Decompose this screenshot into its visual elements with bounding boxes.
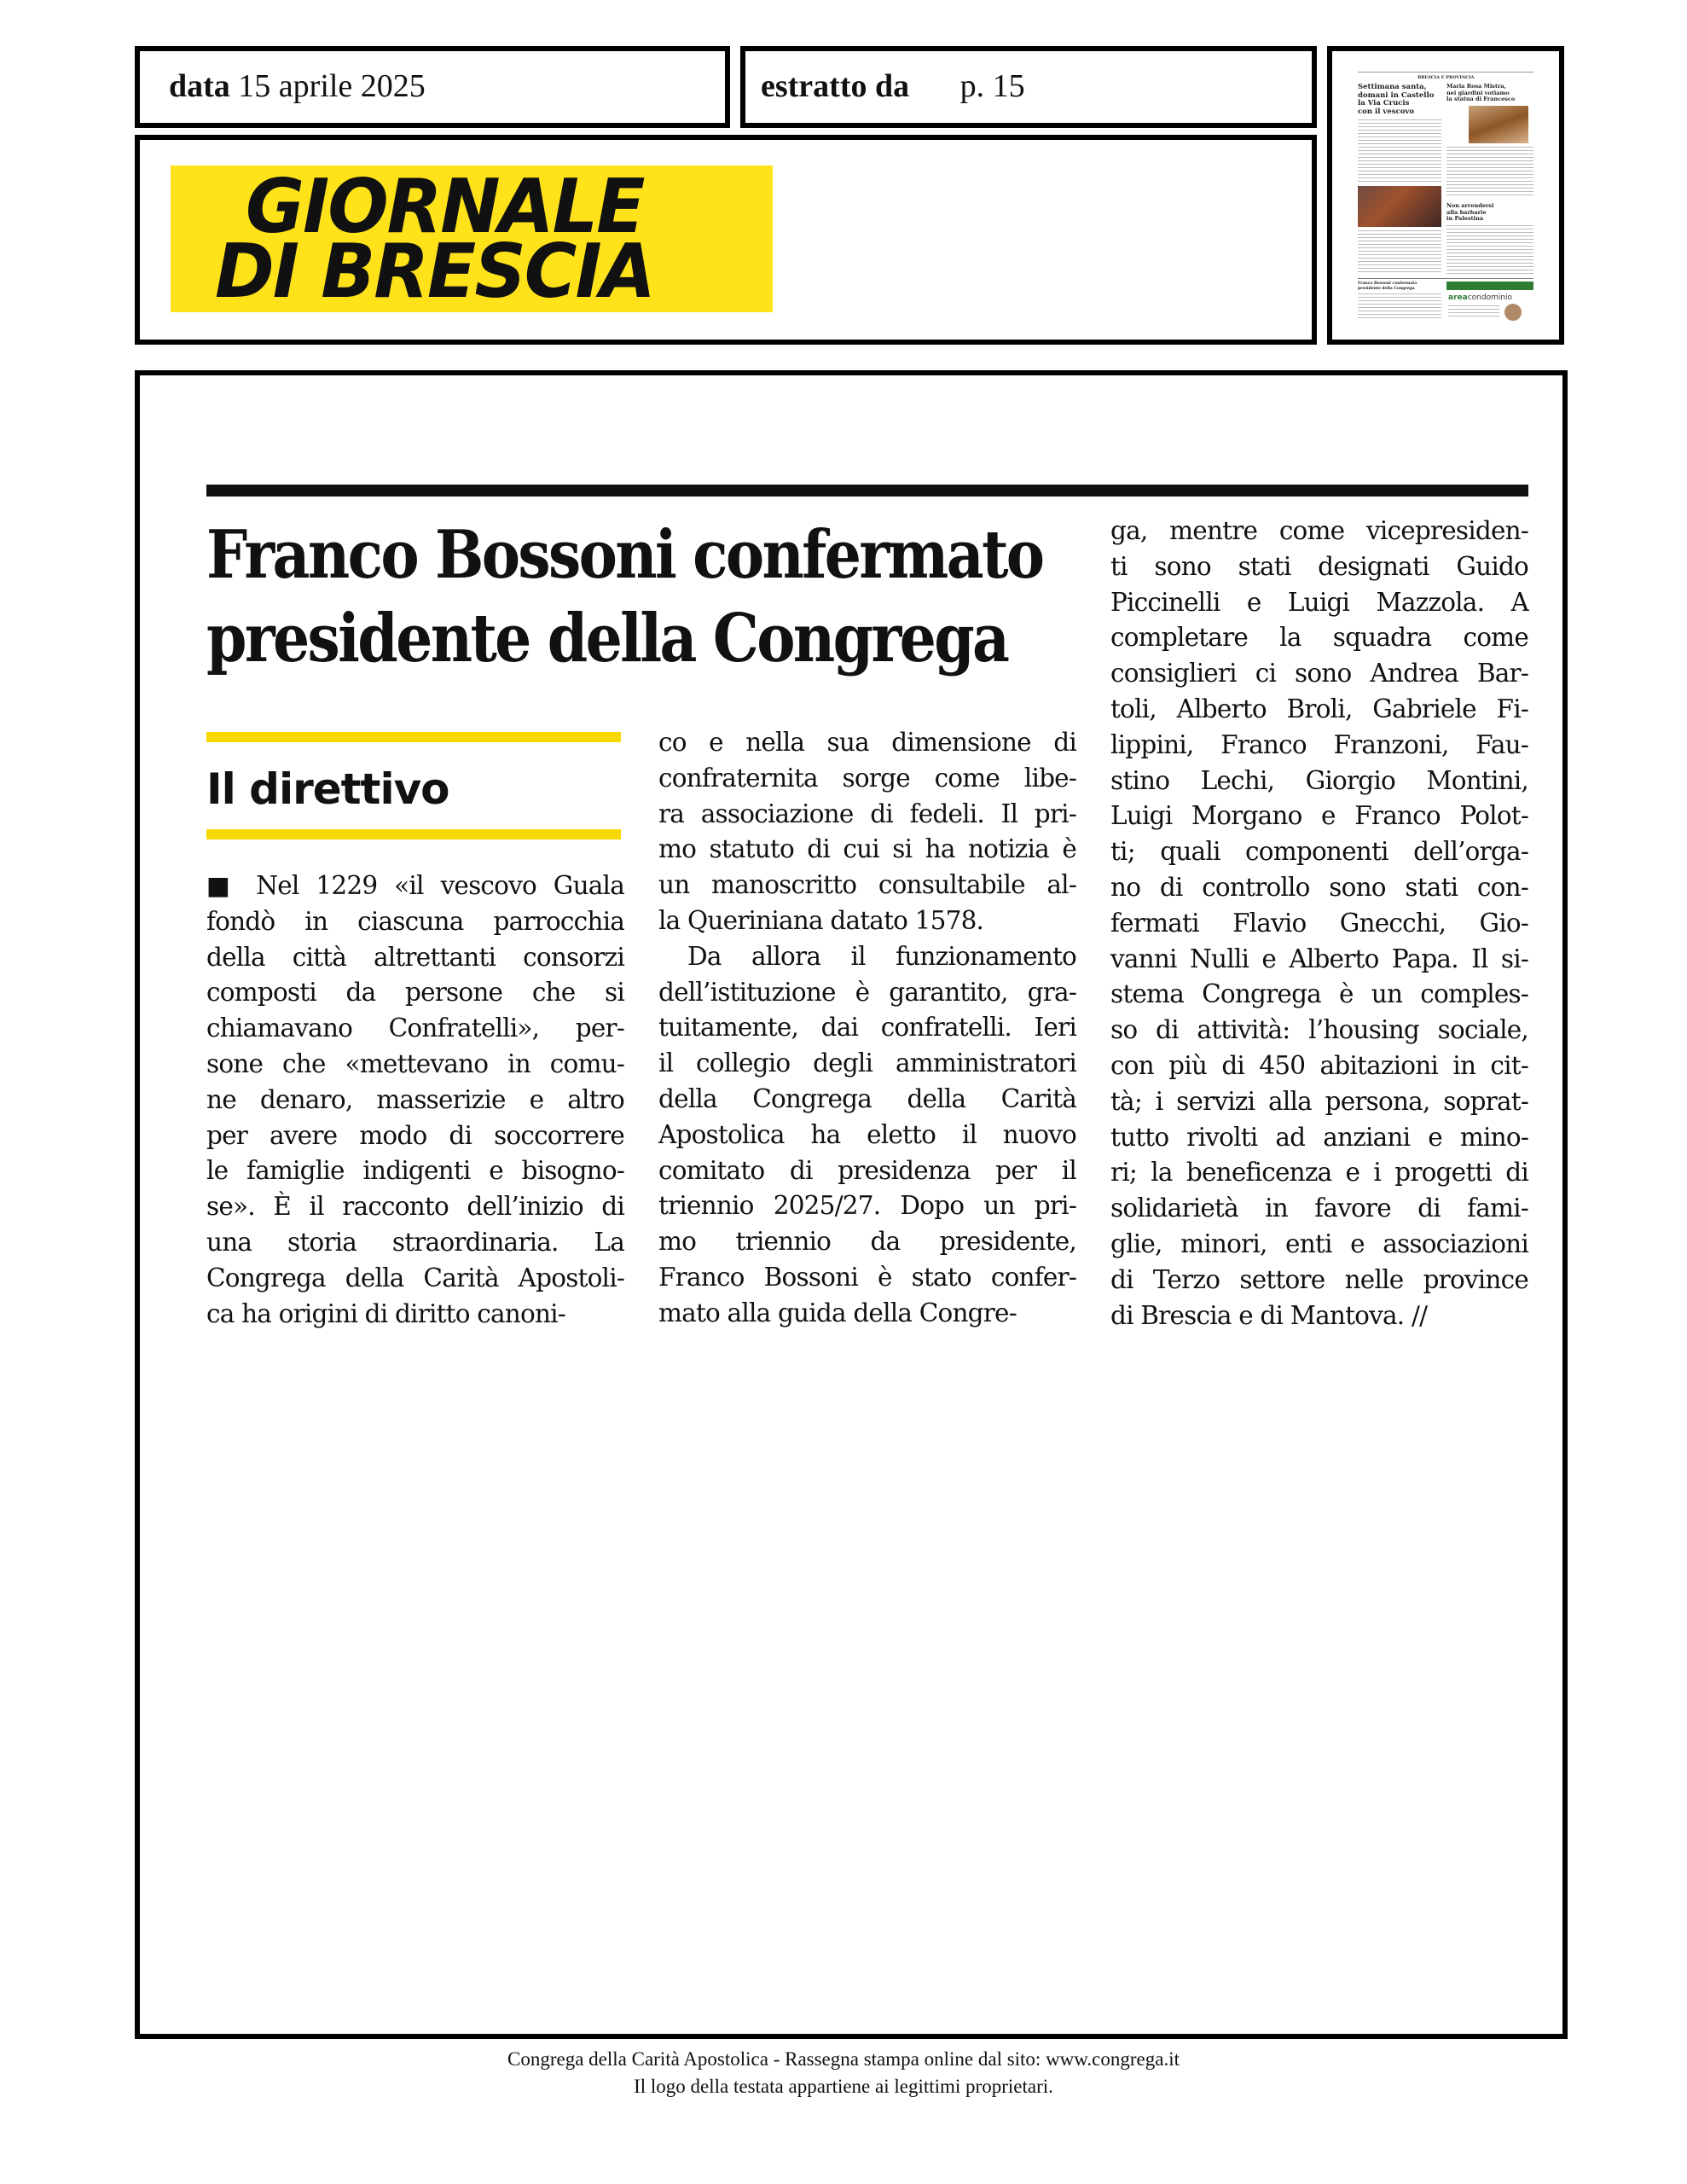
thumb-ad-brand: areacondominio bbox=[1448, 293, 1513, 302]
article-text-line: di Brescia e di Mantova. // bbox=[1110, 1300, 1428, 1330]
article-box bbox=[135, 370, 1568, 2039]
thumb-photo-2 bbox=[1469, 106, 1528, 143]
thumb-photo-1 bbox=[1358, 186, 1441, 227]
article-text-line: un manoscritto consultabile al- bbox=[658, 870, 1076, 900]
thumb-section: BRESCIA E PROVINCIA bbox=[1417, 75, 1475, 80]
article-text-line: Piccinelli e Luigi Mazzola. A bbox=[1110, 587, 1528, 617]
article-text-line: della Congrega della Carità bbox=[658, 1083, 1076, 1113]
article-text-line: con più di 450 abitazioni in cit- bbox=[1110, 1050, 1528, 1080]
article-text-line: ca ha origini di diritto canoni- bbox=[206, 1298, 565, 1328]
article-text-line: il collegio degli amministratori bbox=[658, 1048, 1076, 1078]
source-page: p. 15 bbox=[959, 68, 1025, 104]
article-text-line: ne denaro, masserizie e altro bbox=[206, 1084, 624, 1114]
article-text-line: tutto rivolti ad anziani e mino- bbox=[1110, 1122, 1528, 1152]
footer-line-1: Congrega della Carità Apostolica - Rassegna stampa online dal sito: www.congrega.it bbox=[507, 2048, 1180, 2070]
thumb-text-block bbox=[1446, 225, 1533, 275]
date-value: 15 aprile 2025 bbox=[238, 68, 426, 104]
thumb-text-block bbox=[1358, 119, 1441, 184]
source-line bbox=[761, 67, 1025, 106]
article-text-line: la Queriniana datato 1578. bbox=[658, 905, 984, 935]
source-box bbox=[740, 46, 1317, 128]
article-text-line: tà; i servizi alla persona, soprat- bbox=[1110, 1086, 1528, 1116]
article-text-line: una storia straordinaria. La bbox=[206, 1227, 624, 1257]
article-text-line: ti; quali componenti dell’orga- bbox=[1110, 837, 1528, 867]
article-text-line: ra associazione di fedeli. Il pri- bbox=[658, 799, 1076, 828]
article-text-line: Franco Bossoni è stato confer- bbox=[658, 1262, 1076, 1292]
article-text-line: triennio 2025/27. Dopo un pri- bbox=[658, 1191, 1076, 1221]
article-text-line: dell’istituzione è garantito, gra- bbox=[658, 977, 1076, 1007]
page-footer bbox=[0, 2046, 1687, 2100]
article-text-line: chiamavano Confratelli», per- bbox=[206, 1014, 624, 1043]
page-thumbnail-box bbox=[1327, 46, 1564, 345]
thumb-headline-3: Non arrendersi alla barbarie in Palestina bbox=[1446, 202, 1494, 222]
article-text-line: stema Congrega è un comples- bbox=[1110, 979, 1528, 1009]
article-subhead: Il direttivo bbox=[206, 764, 449, 814]
headline-line-2: presidente della Congrega bbox=[206, 600, 1008, 677]
article-text-line: fermati Flavio Gnecchi, Gio- bbox=[1110, 908, 1528, 938]
thumb-ad-photo bbox=[1504, 304, 1522, 321]
article-text-line: tuitamente, dai confratelli. Ieri bbox=[658, 1013, 1076, 1043]
thumb-text-block bbox=[1358, 230, 1441, 275]
article-text-line: toli, Alberto Broli, Gabriele Fi- bbox=[1110, 694, 1528, 723]
thumb-text-block bbox=[1448, 305, 1499, 319]
thumb-ad-banner bbox=[1446, 282, 1533, 290]
article-text-line: glie, minori, enti e associazioni bbox=[1110, 1228, 1528, 1258]
newspaper-logo bbox=[171, 166, 773, 312]
article-text-line: Luigi Morgano e Franco Polot- bbox=[1110, 801, 1528, 831]
article-text-line: completare la squadra come bbox=[1110, 623, 1528, 653]
masthead-box bbox=[135, 135, 1317, 345]
article-text-line: confraternita sorge come libe- bbox=[658, 763, 1076, 793]
article-text-line: se». È il racconto dell’inizio di bbox=[206, 1192, 624, 1222]
thumb-headline-1: Settimana santa, domani in Castello la Via Crucis con il vescovo bbox=[1358, 83, 1435, 116]
article-column-2 bbox=[658, 725, 1076, 1332]
article-text-line: no di controllo sono stati con- bbox=[1110, 872, 1528, 902]
article-text-line: vanni Nulli e Alberto Papa. Il si- bbox=[1110, 944, 1528, 973]
article-text-line: mo triennio da presidente, bbox=[658, 1227, 1076, 1257]
thumb-top-rule bbox=[1358, 72, 1533, 73]
article-top-rule bbox=[206, 485, 1528, 497]
article-text-line: consiglieri ci sono Andrea Bar- bbox=[1110, 659, 1528, 688]
article-text-line: comitato di presidenza per il bbox=[658, 1155, 1076, 1185]
article-text-line: lippini, Franco Franzoni, Fau- bbox=[1110, 729, 1528, 759]
article-text-line: mo statuto di cui si ha notizia è bbox=[658, 834, 1076, 864]
article-text-line: ■ Nel 1229 «il vescovo Guala bbox=[206, 871, 624, 900]
article-text-line: le famiglie indigenti e bisogno- bbox=[206, 1156, 624, 1186]
article-text-line: fondò in ciascuna parrocchia bbox=[206, 906, 624, 936]
headline-line-1: Franco Bossoni confermato bbox=[206, 516, 1043, 594]
article-text-line: so di attività: l’housing sociale, bbox=[1110, 1015, 1528, 1045]
article-text-line: sone che «mettevano in comu- bbox=[206, 1048, 624, 1078]
article-text-line: solidarietà in favore di fami- bbox=[1110, 1194, 1528, 1223]
page-thumbnail bbox=[1358, 67, 1533, 322]
footer-line-2: Il logo della testata appartiene ai legittimi proprietari. bbox=[634, 2076, 1053, 2097]
article-text-line: Apostolica ha eletto il nuovo bbox=[658, 1119, 1076, 1149]
article-headline bbox=[206, 514, 1043, 681]
article-text-line: stino Lechi, Giorgio Montini, bbox=[1110, 765, 1528, 795]
article-text-line: di Terzo settore nelle province bbox=[1110, 1264, 1528, 1294]
article-text-line: mato alla guida della Congre- bbox=[658, 1298, 1017, 1327]
source-label: estratto da bbox=[761, 68, 910, 104]
article-text-line: della città altrettanti consorzi bbox=[206, 942, 624, 972]
article-text-line: ri; la beneficenza e i progetti di bbox=[1110, 1158, 1528, 1188]
date-line bbox=[169, 67, 426, 106]
article-text-line: ti sono stati designati Guido bbox=[1110, 551, 1528, 581]
logo-line-2: DI BRESCIA bbox=[215, 228, 654, 312]
article-text-line: composti da persone che si bbox=[206, 978, 624, 1008]
article-text-line: per avere modo di soccorrere bbox=[206, 1120, 624, 1150]
article-text-line: Da allora il funzionamento bbox=[687, 941, 1076, 971]
article-text-line: ga, mentre come vicepresiden- bbox=[1110, 516, 1528, 545]
logo-line-1: GIORNALE bbox=[246, 166, 644, 250]
date-label: data bbox=[169, 68, 230, 104]
thumb-text-block bbox=[1446, 147, 1533, 198]
subhead-bottom-rule bbox=[206, 829, 621, 839]
thumb-headline-4: Franco Bossoni confermato presidente della Congrega bbox=[1358, 282, 1417, 291]
thumb-headline-2: Maria Rosa Mistra, nei giardini votiamo la statua di Francesco bbox=[1446, 83, 1516, 102]
subhead-top-rule bbox=[206, 732, 621, 742]
article-text-line: Congrega della Carità Apostoli- bbox=[206, 1263, 624, 1292]
article-column-1 bbox=[206, 868, 624, 1332]
article-column-3 bbox=[1110, 514, 1528, 1333]
thumb-divider bbox=[1358, 278, 1533, 279]
thumb-text-block bbox=[1358, 293, 1441, 321]
date-box bbox=[135, 46, 730, 128]
article-text-line: co e nella sua dimensione di bbox=[658, 728, 1076, 757]
